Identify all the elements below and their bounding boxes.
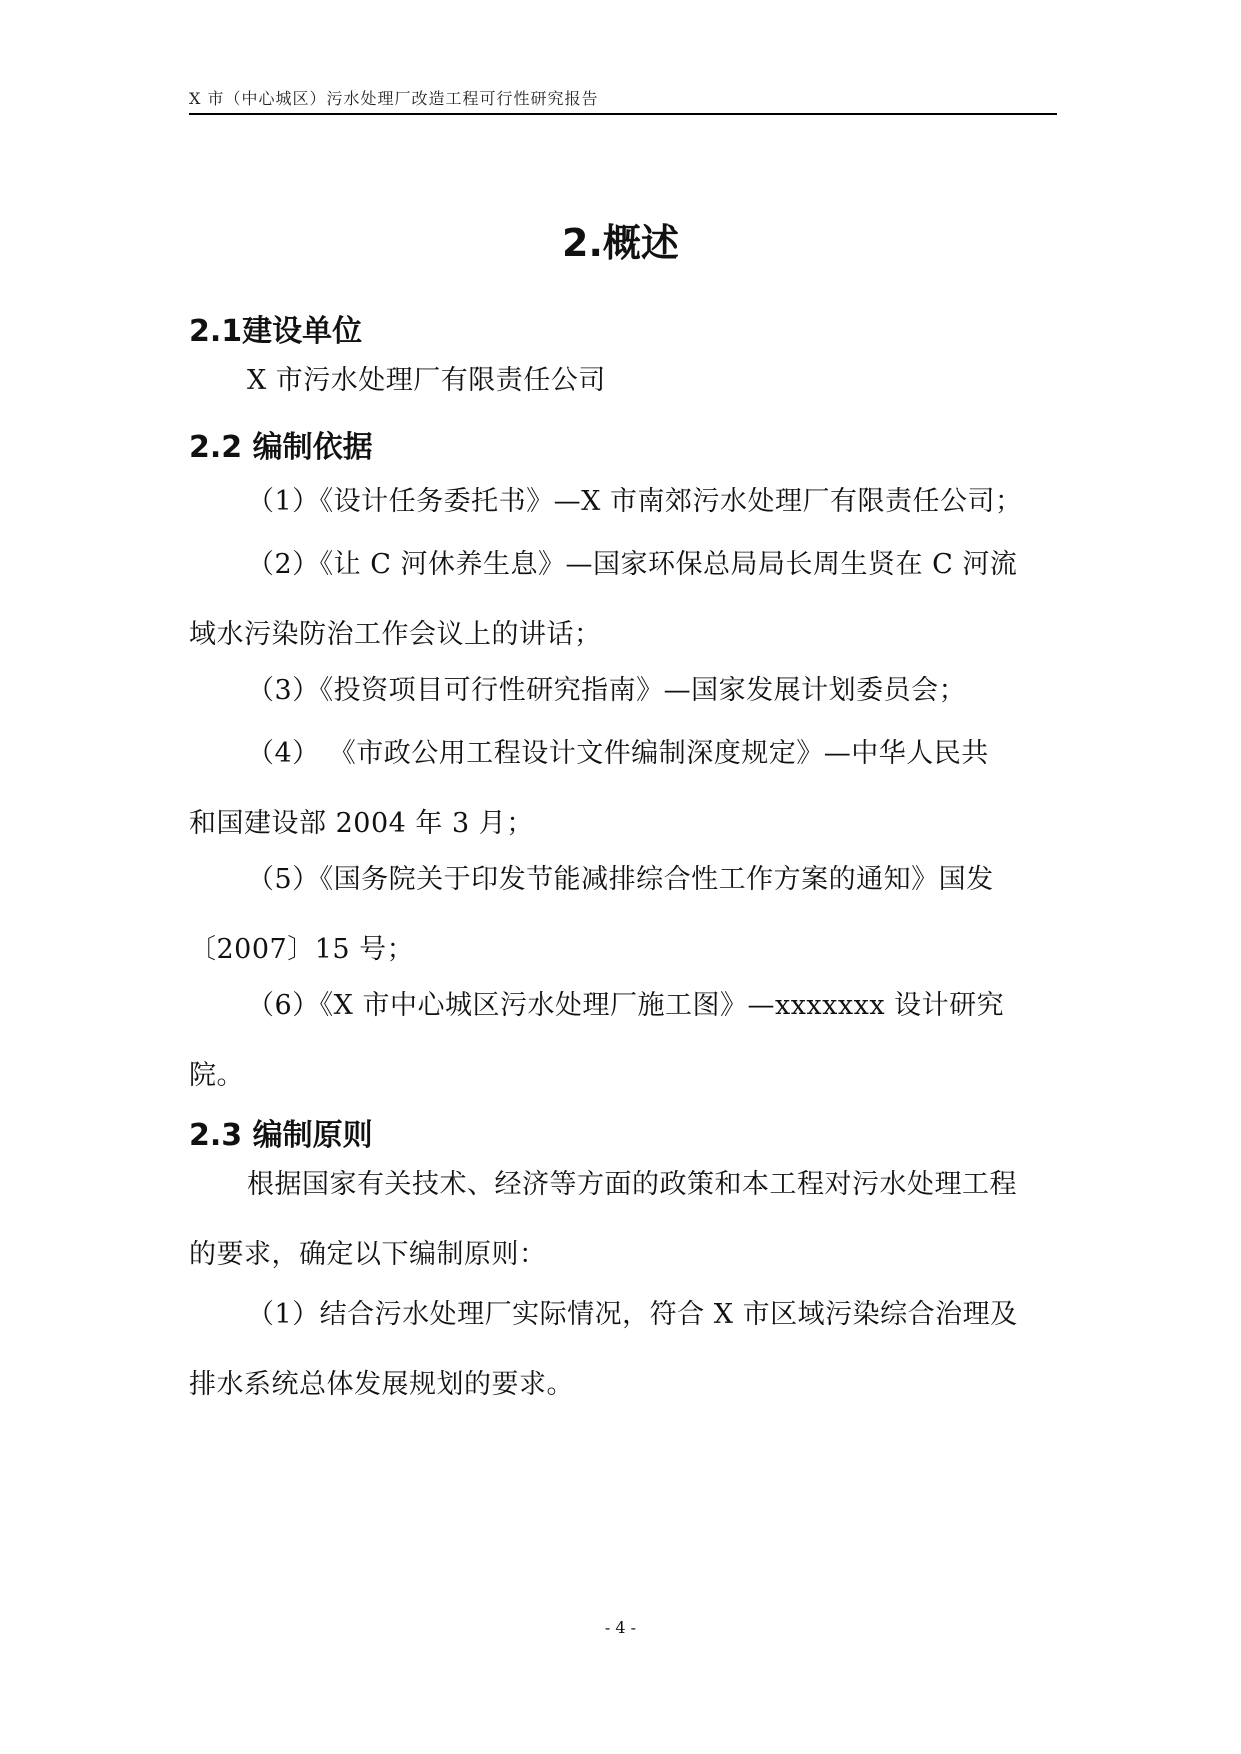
running-header: X 市（中心城区）污水处理厂改造工程可行性研究报告: [189, 89, 599, 108]
section-heading-2-2: 2.2 编制依据: [189, 430, 373, 465]
paragraph-construction-unit: [189, 346, 1057, 416]
paragraph-line: （6）《X 市中心城区污水处理厂施工图》—xxxxxxx 设计研究: [247, 990, 1005, 1021]
paragraph-line: 域水污染防治工作会议上的讲话；: [189, 619, 602, 650]
paragraph-line: 排水系统总体发展规划的要求。: [189, 1369, 574, 1400]
basis-item-2: [189, 530, 1057, 670]
paragraph-line: （1）《设计任务委托书》—X 市南郊污水处理厂有限责任公司；: [247, 486, 1023, 517]
basis-item-4: [189, 719, 1057, 859]
paragraph-line: （2）《让 C 河休养生息》—国家环保总局局长周生贤在 C 河流: [247, 549, 1018, 580]
basis-item-3: [189, 656, 1057, 726]
basis-item-6: [189, 971, 1057, 1111]
paragraph-line: X 市污水处理厂有限责任公司: [247, 365, 606, 396]
paragraph-line: （1）结合污水处理厂实际情况，符合 X 市区域污染综合治理及: [247, 1299, 1018, 1330]
paragraph-line: （4） 《市政公用工程设计文件编制深度规定》—中华人民共: [247, 738, 989, 769]
basis-item-5: [189, 845, 1057, 985]
paragraph-line: 和国建设部 2004 年 3 月；: [189, 808, 534, 839]
section-heading-2-1: 2.1建设单位: [189, 314, 363, 349]
principles-intro: [189, 1150, 1057, 1290]
paragraph-line: 的要求，确定以下编制原则：: [189, 1239, 547, 1270]
paragraph-line: （5）《国务院关于印发节能减排综合性工作方案的通知》国发: [247, 864, 994, 895]
paragraph-line: （3）《投资项目可行性研究指南》—国家发展计划委员会；: [247, 675, 967, 706]
paragraph-line: 根据国家有关技术、经济等方面的政策和本工程对污水处理工程: [247, 1169, 1017, 1200]
page-title: 2.概述: [562, 221, 679, 265]
principle-item-1: [189, 1280, 1057, 1420]
paragraph-line: 院。: [189, 1060, 244, 1091]
paragraph-line: 〔2007〕15 号；: [189, 934, 415, 965]
basis-item-1: [189, 467, 1057, 537]
page-number: - 4 -: [604, 1618, 637, 1637]
section-heading-2-3: 2.3 编制原则: [189, 1118, 373, 1153]
header-rule: [189, 113, 1057, 115]
